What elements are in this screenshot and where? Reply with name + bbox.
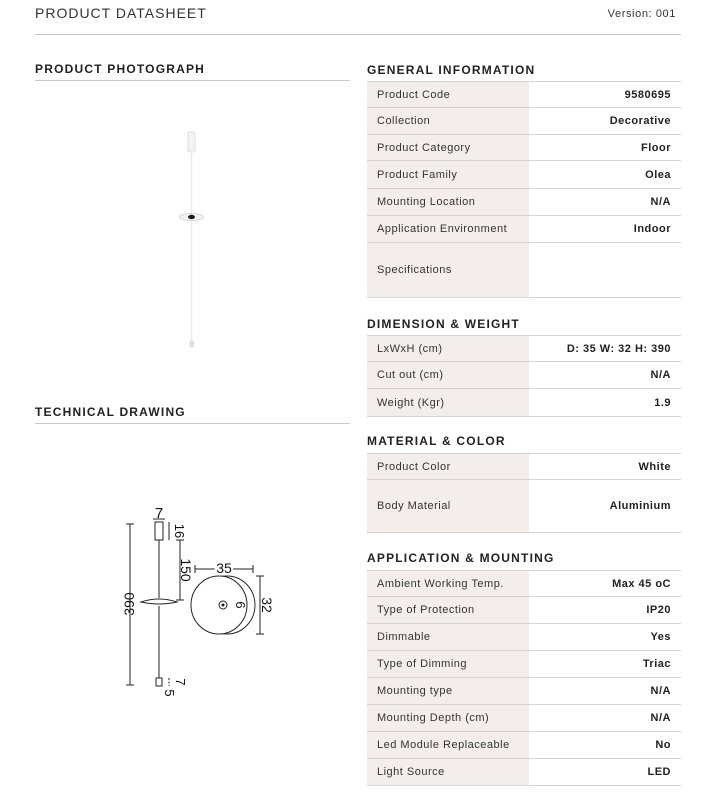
photo-heading: PRODUCT PHOTOGRAPH xyxy=(35,62,206,76)
row-label: Application Environment xyxy=(367,216,529,242)
row-label: Mounting Location xyxy=(367,189,529,215)
table-row xyxy=(367,759,681,786)
drawing-heading: TECHNICAL DRAWING xyxy=(35,405,186,419)
row-value: N/A xyxy=(650,685,671,697)
dim-top-height: 16 xyxy=(172,523,187,539)
table-row xyxy=(367,243,681,298)
row-label: Type of Dimming xyxy=(367,651,529,677)
table-row xyxy=(367,335,681,362)
row-value: N/A xyxy=(650,369,671,381)
dim-bottom-height: 7 xyxy=(173,678,188,686)
row-value: Max 45 oC xyxy=(612,577,671,590)
table-row xyxy=(367,81,681,108)
application-heading: APPLICATION & MOUNTING xyxy=(367,551,555,565)
row-label: Body Material xyxy=(367,480,529,532)
dim-diameter: 35 xyxy=(216,560,232,576)
page-title: PRODUCT DATASHEET xyxy=(35,5,207,21)
row-label: Specifications xyxy=(367,243,529,297)
table-row xyxy=(367,678,681,705)
row-label: Type of Protection xyxy=(367,597,529,623)
row-label: Dimmable xyxy=(367,624,529,650)
dim-height-32: 32 xyxy=(259,597,275,613)
dimension-table xyxy=(367,335,681,417)
row-label: Product Category xyxy=(367,135,529,160)
row-label: Collection xyxy=(367,108,529,134)
row-label: Mounting type xyxy=(367,678,529,704)
table-row xyxy=(367,135,681,161)
row-value: Triac xyxy=(642,658,671,670)
application-table xyxy=(367,570,681,786)
dim-drop: 150 xyxy=(178,558,194,582)
product-photograph xyxy=(35,90,350,390)
table-row xyxy=(367,189,681,216)
row-value: IP20 xyxy=(646,604,671,616)
row-label: LxWxH (cm) xyxy=(367,336,529,361)
table-row xyxy=(367,480,681,533)
row-value: White xyxy=(638,460,671,473)
row-label: Mounting Depth (cm) xyxy=(367,705,529,731)
table-row xyxy=(367,624,681,651)
row-label: Cut out (cm) xyxy=(367,362,529,388)
table-row xyxy=(367,389,681,417)
table-row xyxy=(367,570,681,597)
dim-total-height: 390 xyxy=(121,592,137,616)
row-label: Product Family xyxy=(367,161,529,188)
dimension-heading: DIMENSION & WEIGHT xyxy=(367,317,520,331)
row-value: No xyxy=(655,739,671,751)
photo-heading-rule xyxy=(35,80,350,81)
row-label: Product Color xyxy=(367,454,529,479)
general-heading: GENERAL INFORMATION xyxy=(367,63,536,77)
row-value: LED xyxy=(647,766,671,778)
table-row xyxy=(367,732,681,759)
row-label: Weight (Kgr) xyxy=(367,389,529,416)
dim-top-width: 7 xyxy=(154,505,164,522)
table-row xyxy=(367,597,681,624)
row-value: N/A xyxy=(650,196,671,208)
general-table xyxy=(367,81,681,298)
row-value: N/A xyxy=(650,712,671,724)
row-value: Floor xyxy=(641,141,671,154)
material-heading: MATERIAL & COLOR xyxy=(367,434,506,448)
row-value: Indoor xyxy=(633,223,671,235)
table-row xyxy=(367,216,681,243)
row-label: Light Source xyxy=(367,759,529,785)
version-label: Version: 001 xyxy=(607,8,676,20)
table-row xyxy=(367,651,681,678)
row-value: Yes xyxy=(650,631,671,643)
row-value: D: 35 W: 32 H: 390 xyxy=(566,342,671,355)
material-table xyxy=(367,453,681,533)
row-value xyxy=(529,243,681,297)
row-label: Led Module Replaceable xyxy=(367,732,529,758)
table-row xyxy=(367,108,681,135)
dim-bottom-width: 5 xyxy=(162,689,177,697)
row-label: Product Code xyxy=(367,82,529,107)
table-row xyxy=(367,362,681,389)
row-value: 9580695 xyxy=(624,88,671,101)
table-row xyxy=(367,705,681,732)
dim-inner: 9 xyxy=(233,601,248,609)
row-value: 1.9 xyxy=(654,396,671,409)
drawing-heading-rule xyxy=(35,423,350,424)
row-value: Decorative xyxy=(609,115,671,127)
header-divider xyxy=(35,34,681,35)
row-value: Olea xyxy=(645,168,671,181)
row-value: Aluminium xyxy=(609,500,671,512)
technical-drawing xyxy=(35,430,350,790)
table-row xyxy=(367,453,681,480)
table-row xyxy=(367,161,681,189)
row-label: Ambient Working Temp. xyxy=(367,571,529,596)
